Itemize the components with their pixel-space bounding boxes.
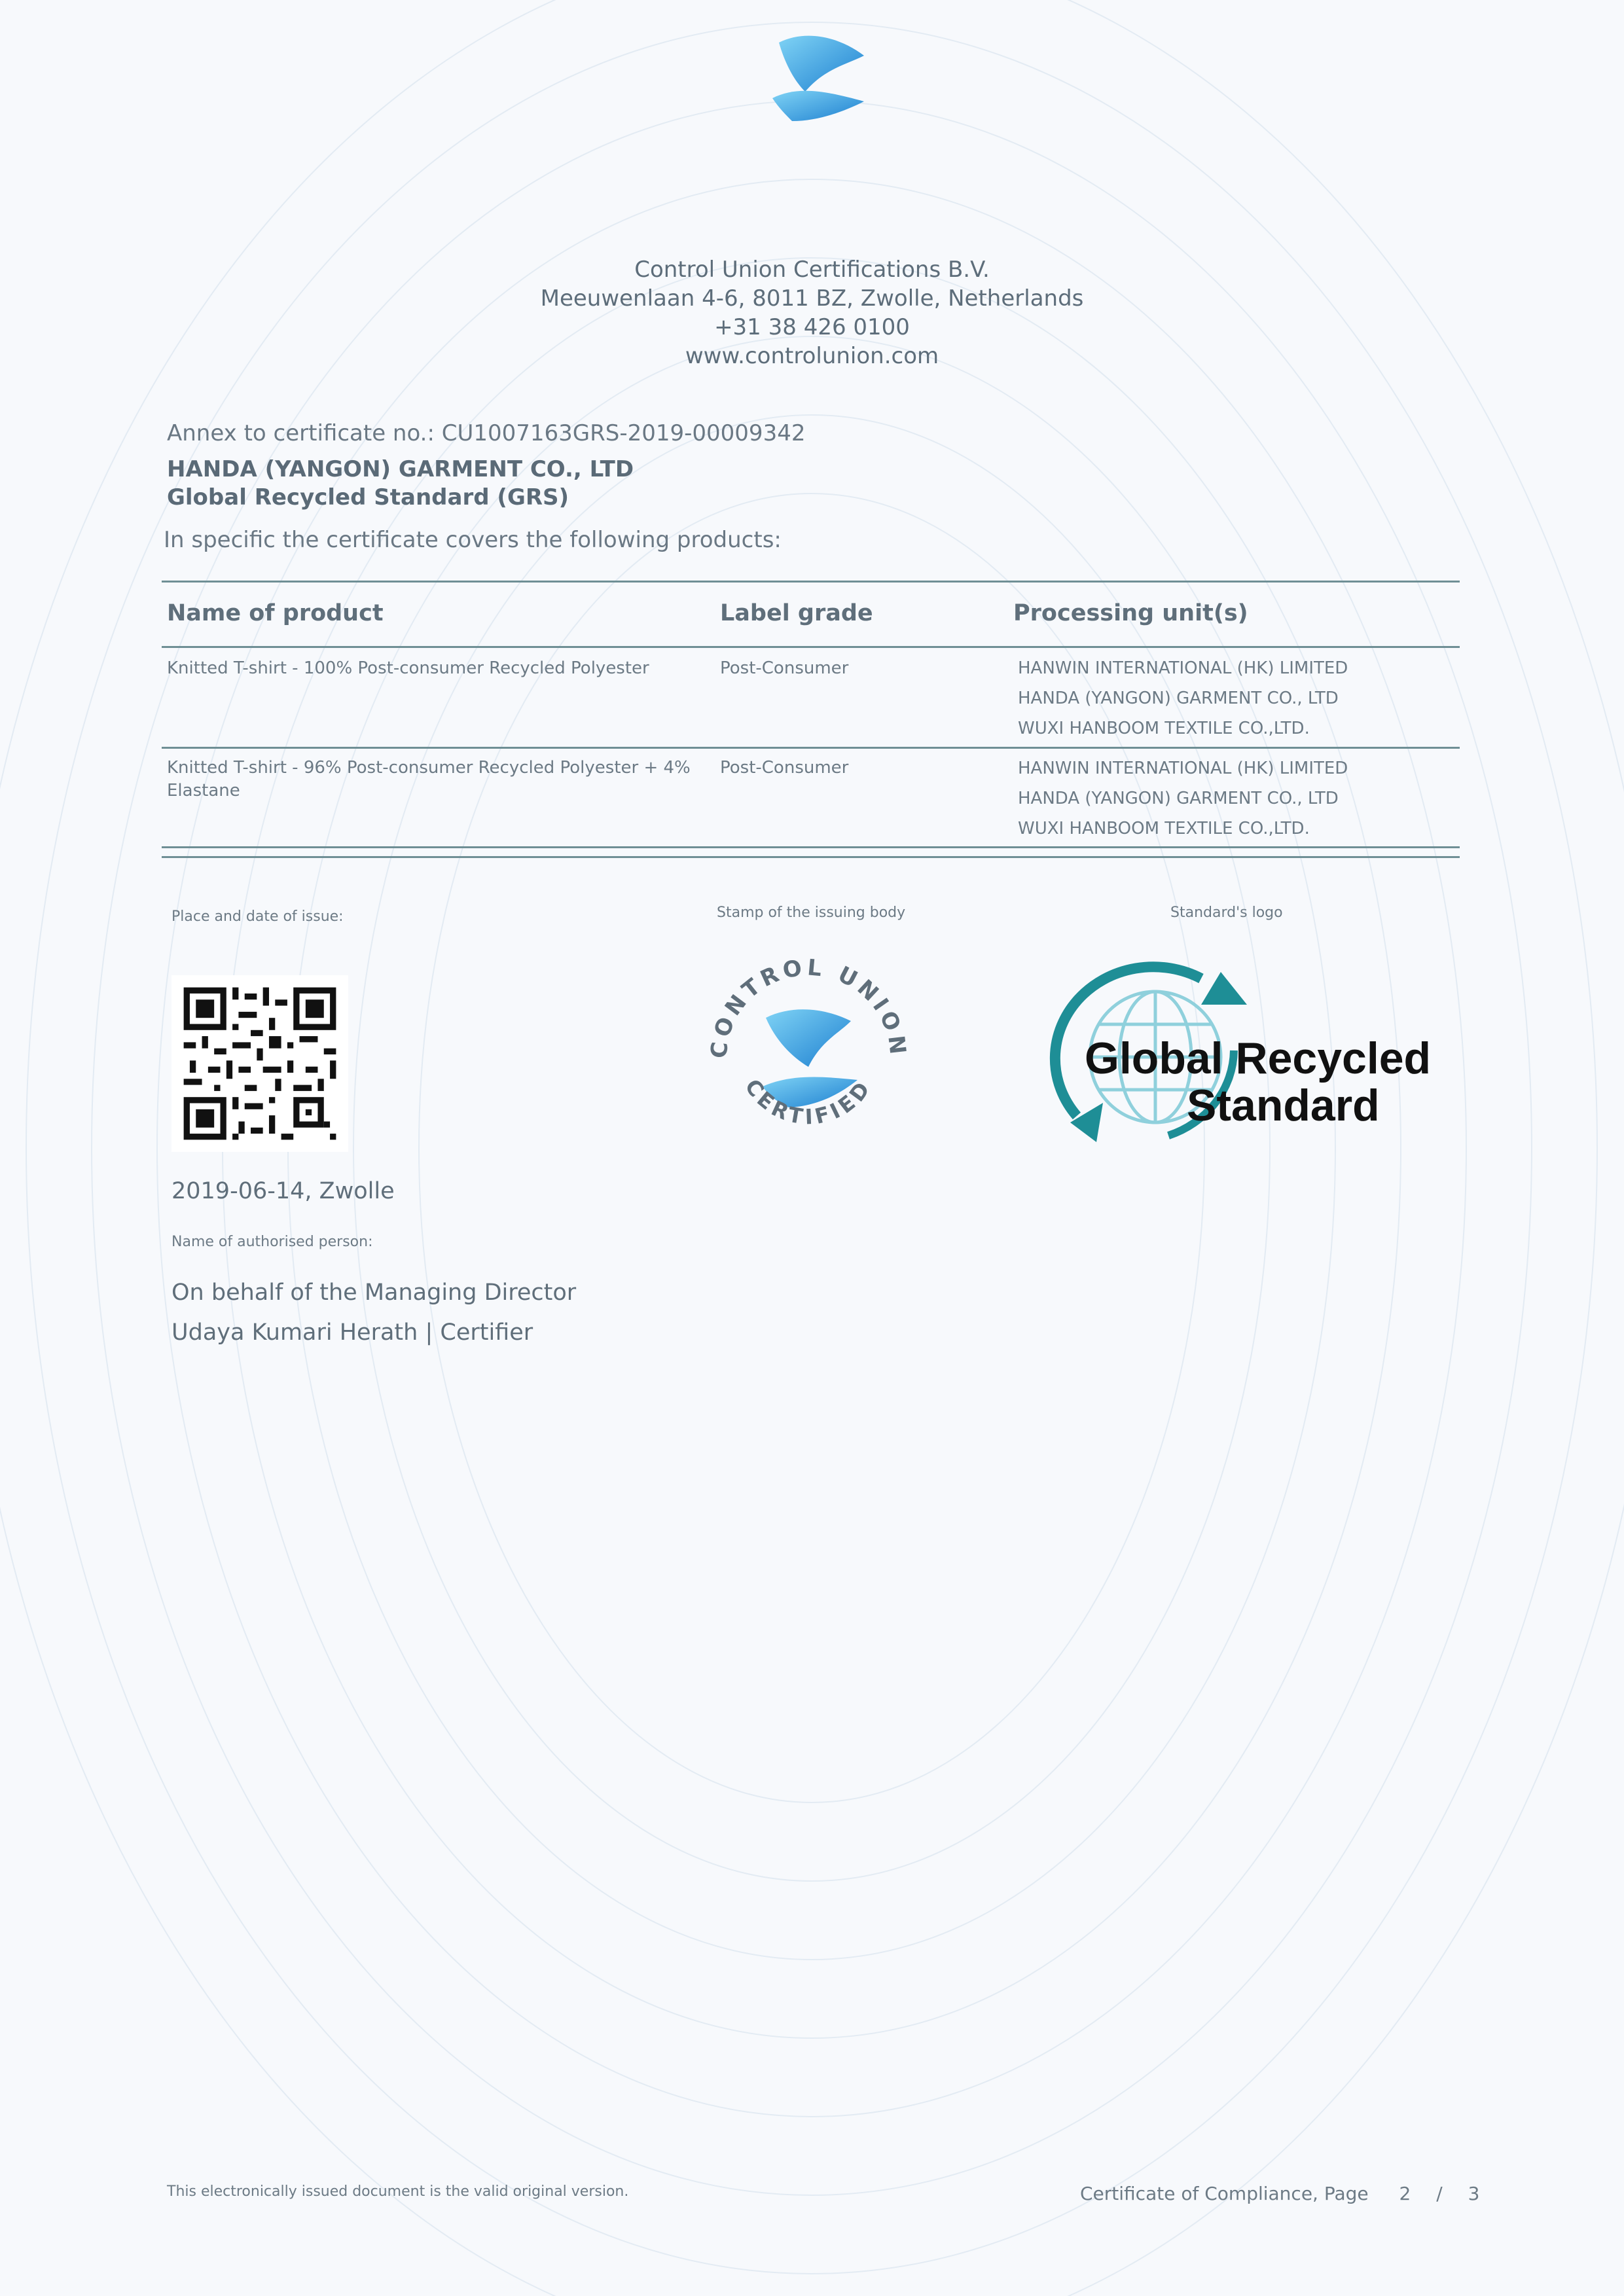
table-row-2-product-line-1: Knitted T-shirt - 96% Post-consumer Recycled Polyester + 4% [167, 758, 691, 778]
footer-page-current: 2 [1399, 2183, 1411, 2204]
header-label-grade: Label grade [720, 600, 873, 626]
footer-page-total: 3 [1468, 2183, 1480, 2204]
table-row-1-grade: Post-Consumer [720, 658, 849, 678]
table-row-2-unit-2: HANDA (YANGON) GARMENT CO., LTD [1018, 789, 1339, 808]
signatory-name: Udaya Kumari Herath | Certifier [171, 1319, 533, 1346]
grs-logo-line2: Standard [1187, 1081, 1380, 1130]
company-name: HANDA (YANGON) GARMENT CO., LTD [167, 456, 634, 482]
standard-name: Global Recycled Standard (GRS) [167, 484, 569, 511]
table-row-2-grade: Post-Consumer [720, 758, 849, 778]
header-name-of-product: Name of product [167, 600, 384, 626]
stamp-bottom-text: CERTIFIED [740, 1074, 877, 1130]
table-row-2-unit-1: HANWIN INTERNATIONAL (HK) LIMITED [1018, 759, 1348, 778]
issuer-website: www.controlunion.com [685, 343, 939, 369]
table-row-2-product-line-2: Elastane [167, 781, 240, 800]
covers-intro: In specific the certificate covers the following products: [164, 527, 782, 553]
annex-certificate-number: Annex to certificate no.: CU1007163GRS-2019-00009342 [167, 420, 806, 446]
standards-logo-label: Standard's logo [1170, 905, 1283, 921]
table-row-1-unit-2: HANDA (YANGON) GARMENT CO., LTD [1018, 689, 1339, 708]
header-processing-units: Processing unit(s) [1013, 600, 1248, 626]
table-top-rule [162, 581, 1460, 583]
table-row-rule [162, 747, 1460, 749]
issuer-phone: +31 38 426 0100 [714, 314, 910, 340]
control-union-logo [766, 29, 871, 128]
grs-logo [1005, 952, 1463, 1162]
authorised-person-label: Name of authorised person: [171, 1234, 373, 1250]
footer-page-separator: / [1436, 2183, 1443, 2204]
table-row-1-unit-1: HANWIN INTERNATIONAL (HK) LIMITED [1018, 658, 1348, 678]
footer-page-label: Certificate of Compliance, Page [1080, 2183, 1369, 2204]
footer-page-indicator [1080, 2183, 1479, 2204]
stamp-label: Stamp of the issuing body [717, 905, 906, 921]
grs-logo-line1: Global Recycled [1085, 1033, 1432, 1083]
qr-code[interactable] [171, 975, 348, 1152]
on-behalf-text: On behalf of the Managing Director [171, 1280, 577, 1306]
table-row-2-unit-3: WUXI HANBOOM TEXTILE CO.,LTD. [1018, 819, 1310, 838]
control-union-certified-stamp [700, 942, 916, 1158]
table-row-1-product: Knitted T-shirt - 100% Post-consumer Recycled Polyester [167, 658, 649, 678]
issuer-address: Meeuwenlaan 4-6, 8011 BZ, Zwolle, Netherlands [540, 285, 1084, 312]
issuer-name: Control Union Certifications B.V. [634, 257, 990, 283]
table-bottom-rule-1 [162, 846, 1460, 848]
table-bottom-rule-2 [162, 856, 1460, 858]
issue-date-place: 2019-06-14, Zwolle [171, 1178, 395, 1204]
table-row-1-unit-3: WUXI HANBOOM TEXTILE CO.,LTD. [1018, 719, 1310, 738]
footer-validity-note: This electronically issued document is the valid original version. [167, 2183, 629, 2200]
table-header-rule [162, 646, 1460, 648]
place-date-label: Place and date of issue: [171, 908, 344, 925]
stamp-top-text: CONTROL UNION [706, 954, 911, 1060]
